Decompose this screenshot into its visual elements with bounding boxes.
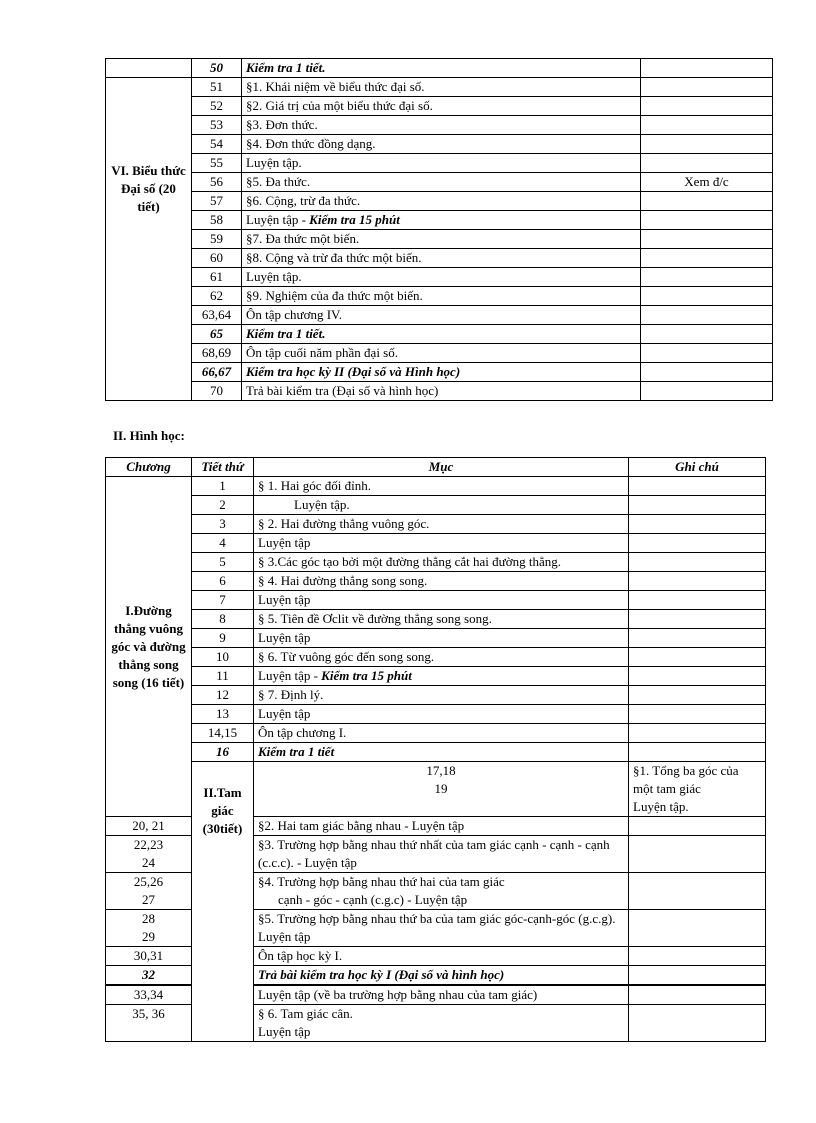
period-cell: 10: [192, 648, 254, 667]
period-cell: 53: [192, 116, 242, 135]
period-cell: 1: [192, 477, 254, 496]
header-row: [106, 458, 766, 477]
period-cell: 56: [192, 173, 242, 192]
content-cell: [254, 1005, 629, 1042]
header-chapter: Chương: [106, 458, 192, 477]
table-row: [106, 534, 766, 553]
note-cell: [641, 135, 773, 154]
period-cell: 51: [192, 78, 242, 97]
period-cell: 11: [192, 667, 254, 686]
period-cell: 20, 21: [106, 817, 192, 836]
table-row: [106, 211, 773, 230]
period-cell: 63,64: [192, 306, 242, 325]
content-cell: [254, 910, 629, 947]
content-cell: Luyện tập: [254, 705, 629, 724]
note-cell: [629, 1005, 766, 1042]
table-row: [106, 629, 766, 648]
note-cell: [641, 154, 773, 173]
period-cell: 12: [192, 686, 254, 705]
content-cell: § 2. Hai đường thẳng vuông góc.: [254, 515, 629, 534]
period-cell: 14,15: [192, 724, 254, 743]
note-cell: [641, 59, 773, 78]
table-row: [106, 249, 773, 268]
content-text: Luyện tập -: [246, 212, 310, 227]
table-row: [106, 553, 766, 572]
content-line: cạnh - góc - cạnh (c.g.c) - Luyện tập: [278, 892, 468, 907]
period-line: 22,23: [133, 837, 164, 852]
table-row: [106, 97, 773, 116]
table-row: [106, 287, 773, 306]
content-cell: Luyện tập.: [254, 496, 629, 515]
content-cell: §9. Nghiệm của đa thức một biến.: [242, 287, 641, 306]
content-cell: § 7. Định lý.: [254, 686, 629, 705]
table-row: [106, 477, 766, 496]
content-line: §1. Tổng ba góc của một tam giác: [633, 763, 739, 796]
quiz-label: Kiểm tra 15 phút: [321, 668, 412, 683]
table-row: [106, 762, 766, 817]
content-cell: Luyện tập (về ba trường hợp bằng nhau của tam giác): [254, 985, 629, 1005]
period-line: 17,18: [426, 763, 456, 778]
period-cell: 62: [192, 287, 242, 306]
table-row: [106, 648, 766, 667]
note-cell: [629, 667, 766, 686]
note-cell: Xem đ/c: [641, 173, 773, 192]
content-cell: Trả bài kiểm tra (Đại số và hình học): [242, 382, 641, 401]
content-cell: [242, 211, 641, 230]
content-cell: §3. Trường hợp bằng nhau thứ nhất của tam giác cạnh - cạnh - cạnh (c.c.c). - Luyện tập: [254, 836, 629, 873]
note-cell: [629, 817, 766, 836]
period-cell: 9: [192, 629, 254, 648]
table-row: [106, 116, 773, 135]
header-period: Tiết thứ: [192, 458, 254, 477]
content-cell: §2. Giá trị của một biểu thức đại số.: [242, 97, 641, 116]
note-cell: [629, 534, 766, 553]
content-cell: Kiểm tra học kỳ II (Đại số và Hình học): [242, 363, 641, 382]
content-cell: Ôn tập chương IV.: [242, 306, 641, 325]
note-cell: [641, 268, 773, 287]
content-line: §4. Trường hợp bằng nhau thứ hai của tam giác: [258, 874, 505, 889]
note-cell: [641, 116, 773, 135]
content-cell: [629, 762, 766, 817]
content-line: Luyện tập.: [633, 799, 689, 814]
content-cell: §7. Đa thức một biến.: [242, 230, 641, 249]
content-cell: § 3.Các góc tạo bởi một đường thẳng cắt hai đường thẳng.: [254, 553, 629, 572]
note-cell: [629, 496, 766, 515]
table-row: [106, 192, 773, 211]
period-cell: 52: [192, 97, 242, 116]
note-cell: [629, 947, 766, 966]
table-row: [106, 743, 766, 762]
content-line: § 6. Tam giác cân.: [258, 1006, 353, 1021]
period-line: 24: [142, 855, 155, 870]
table-row: [106, 667, 766, 686]
note-cell: [629, 910, 766, 947]
period-cell: 60: [192, 249, 242, 268]
period-line: 29: [142, 929, 155, 944]
period-cell: 3: [192, 515, 254, 534]
note-cell: [641, 363, 773, 382]
header-content: Mục: [254, 458, 629, 477]
table-row: [106, 724, 766, 743]
note-cell: [641, 78, 773, 97]
note-cell: [641, 344, 773, 363]
note-cell: [629, 477, 766, 496]
content-cell: §2. Hai tam giác bằng nhau - Luyện tập: [254, 817, 629, 836]
content-cell: Ôn tập chương I.: [254, 724, 629, 743]
note-cell: [629, 705, 766, 724]
table-row: [106, 325, 773, 344]
period-cell: [106, 910, 192, 947]
note-cell: [629, 686, 766, 705]
note-cell: [641, 287, 773, 306]
note-cell: [629, 648, 766, 667]
chapter-i-cell: I.Đường thẳng vuông góc và đường thẳng song song (16 tiết): [106, 477, 192, 817]
note-cell: [641, 249, 773, 268]
table-row: [106, 363, 773, 382]
content-cell: §5. Đa thức.: [242, 173, 641, 192]
content-cell: Luyện tập.: [242, 268, 641, 287]
period-cell: 61: [192, 268, 242, 287]
note-cell: [629, 572, 766, 591]
table-row: [106, 686, 766, 705]
content-cell: Kiểm tra 1 tiết.: [242, 59, 641, 78]
content-cell: §3. Đơn thức.: [242, 116, 641, 135]
period-line: 25,26: [133, 874, 164, 889]
table-row: [106, 610, 766, 629]
content-cell: §8. Cộng và trừ đa thức một biến.: [242, 249, 641, 268]
note-cell: [641, 230, 773, 249]
period-cell: 6: [192, 572, 254, 591]
period-cell: 65: [192, 325, 242, 344]
period-cell: 13: [192, 705, 254, 724]
note-cell: [629, 966, 766, 986]
content-cell: [254, 873, 629, 910]
content-cell: [254, 667, 629, 686]
period-cell: 57: [192, 192, 242, 211]
period-cell: 33,34: [106, 985, 192, 1005]
content-cell: § 5. Tiên đề Ơclit về đường thẳng song song.: [254, 610, 629, 629]
chapter-cell-empty: [106, 59, 192, 78]
note-cell: [629, 629, 766, 648]
period-cell: 50: [192, 59, 242, 78]
header-note: Ghi chú: [629, 458, 766, 477]
note-cell: [629, 724, 766, 743]
algebra-table: [105, 58, 773, 401]
content-cell: Luyện tập: [254, 629, 629, 648]
table-row: [106, 515, 766, 534]
period-cell: 66,67: [192, 363, 242, 382]
period-cell: 5: [192, 553, 254, 572]
content-cell: Kiểm tra 1 tiết.: [242, 325, 641, 344]
period-line: 28: [142, 911, 155, 926]
period-cell: 70: [192, 382, 242, 401]
period-cell: [254, 762, 629, 817]
content-cell: Luyện tập: [254, 591, 629, 610]
period-cell: 7: [192, 591, 254, 610]
note-cell: [629, 610, 766, 629]
period-cell: 68,69: [192, 344, 242, 363]
period-cell: 59: [192, 230, 242, 249]
note-cell: [629, 836, 766, 873]
note-cell: [641, 306, 773, 325]
content-cell: Trả bài kiểm tra học kỳ I (Đại số và hình học): [254, 966, 629, 986]
period-cell: 35, 36: [106, 1005, 192, 1042]
period-cell: 58: [192, 211, 242, 230]
period-cell: 54: [192, 135, 242, 154]
note-cell: [629, 873, 766, 910]
content-cell: Ôn tập cuối năm phần đại số.: [242, 344, 641, 363]
period-cell: 16: [192, 743, 254, 762]
geometry-table: [105, 457, 766, 1042]
table-row: [106, 591, 766, 610]
period-cell: 8: [192, 610, 254, 629]
chapter-ii-cell: II.Tam giác (30tiết): [192, 762, 254, 1042]
note-cell: [641, 192, 773, 211]
table-row: [106, 135, 773, 154]
table-row: [106, 154, 773, 173]
table-row: [106, 268, 773, 287]
content-cell: §6. Cộng, trừ đa thức.: [242, 192, 641, 211]
content-cell: § 6. Từ vuông góc đến song song.: [254, 648, 629, 667]
note-cell: [629, 985, 766, 1005]
note-cell: [641, 325, 773, 344]
period-line: 19: [434, 781, 448, 796]
table-row: [106, 496, 766, 515]
table-row: [106, 382, 773, 401]
period-cell: [106, 873, 192, 910]
content-line: Luyện tập: [258, 1024, 311, 1039]
table-row: [106, 306, 773, 325]
period-cell: [106, 836, 192, 873]
period-cell: 2: [192, 496, 254, 515]
content-cell: Luyện tập.: [242, 154, 641, 173]
note-cell: [629, 743, 766, 762]
table-row: [106, 78, 773, 97]
content-cell: § 1. Hai góc đối đỉnh.: [254, 477, 629, 496]
note-cell: [641, 97, 773, 116]
period-cell: 55: [192, 154, 242, 173]
content-cell: §1. Khái niệm về biểu thức đại số.: [242, 78, 641, 97]
section-title: II. Hình học:: [113, 428, 185, 443]
content-cell: § 4. Hai đường thẳng song song.: [254, 572, 629, 591]
content-cell: Luyện tập: [254, 534, 629, 553]
period-cell: 4: [192, 534, 254, 553]
content-line: Luyện tập: [258, 929, 311, 944]
table-row: [106, 572, 766, 591]
note-cell: [629, 553, 766, 572]
note-cell: [629, 515, 766, 534]
content-cell: Ôn tập học kỳ I.: [254, 947, 629, 966]
note-cell: [641, 211, 773, 230]
table-row: [106, 344, 773, 363]
note-cell: [629, 591, 766, 610]
period-cell: 32: [106, 966, 192, 986]
content-line: §5. Trường hợp bằng nhau thứ ba của tam giác góc-cạnh-góc (g.c.g).: [258, 911, 616, 926]
chapter-vi-cell: VI. Biểu thức Đại số (20 tiết): [106, 78, 192, 401]
table-row: [106, 173, 773, 192]
quiz-label: Kiểm tra 15 phút: [309, 212, 400, 227]
table-row: [106, 59, 773, 78]
content-text: Luyện tập -: [258, 668, 322, 683]
period-line: 27: [142, 892, 155, 907]
note-cell: [641, 382, 773, 401]
period-cell: 30,31: [106, 947, 192, 966]
content-cell: Kiểm tra 1 tiết: [254, 743, 629, 762]
table-row: [106, 705, 766, 724]
content-cell: §4. Đơn thức đồng dạng.: [242, 135, 641, 154]
table-row: [106, 230, 773, 249]
